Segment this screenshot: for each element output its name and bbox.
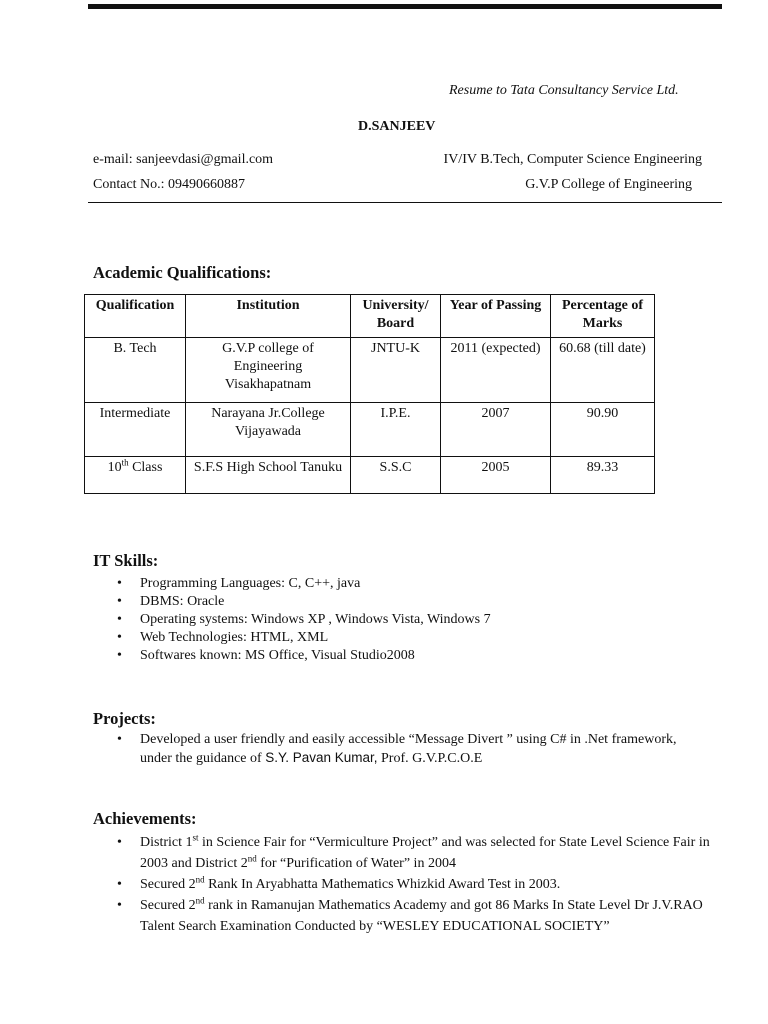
list-item: • DBMS: Oracle: [0, 593, 710, 611]
contact-line: Contact No.: 09490660887: [93, 177, 246, 192]
column-header: Percentage of Marks: [551, 295, 655, 338]
board-cell: I.P.E.: [351, 403, 441, 457]
college-line: G.V.P College of Engineering: [525, 177, 692, 192]
projects-title: Projects:: [93, 709, 156, 728]
qualification-cell: Intermediate: [85, 403, 186, 457]
list-item: • Secured 2nd Rank In Aryabhatta Mathematics Whizkid Award Test in 2003.: [0, 874, 710, 895]
marks-cell: 90.90: [551, 403, 655, 457]
table-row: [85, 457, 655, 494]
board-cell: S.S.C: [351, 457, 441, 494]
email-line: e-mail: sanjeevdasi@gmail.com: [93, 152, 274, 167]
table-row: [85, 403, 655, 457]
year-cell: 2005: [441, 457, 551, 494]
year-cell: 2011 (expected): [441, 338, 551, 403]
achievements-list: [0, 832, 710, 937]
column-header: Institution: [186, 295, 351, 338]
it-skills-list: [0, 575, 710, 665]
top-rule: [88, 4, 722, 9]
qualification-cell: 10th Class: [85, 457, 186, 494]
board-cell: JNTU-K: [351, 338, 441, 403]
list-item: • Web Technologies: HTML, XML: [0, 629, 710, 647]
institution-cell: G.V.P college of Engineering Visakhapatnam: [186, 338, 351, 403]
academic-title: Academic Qualifications:: [93, 263, 272, 282]
qualification-table: [84, 294, 655, 494]
list-item: • Softwares known: MS Office, Visual Studio2008: [0, 647, 710, 665]
institution-cell: Narayana Jr.College Vijayawada: [186, 403, 351, 457]
column-header: Year of Passing: [441, 295, 551, 338]
addressee-line: Resume to Tata Consultancy Service Ltd.: [449, 83, 679, 98]
year-cell: 2007: [441, 403, 551, 457]
list-item: • Operating systems: Windows XP , Windows Vista, Windows 7: [0, 611, 710, 629]
contact-divider: [88, 202, 722, 203]
projects-list: [0, 731, 710, 768]
table-header-row: [85, 295, 655, 338]
list-item: • Secured 2nd rank in Ramanujan Mathematics Academy and got 86 Marks In State Level Dr J.V.RAO Talent Search Examination Conducted by “WESLEY EDUCATIONAL SOCIETY”: [0, 895, 710, 937]
table-row: [85, 338, 655, 403]
list-item: • Developed a user friendly and easily accessible “Message Divert ” using C# in .Net framework, under the guidance of S.Y. Pavan Kumar, Prof. G.V.P.C.O.E: [0, 731, 710, 768]
institution-cell: S.F.S High School Tanuku: [186, 457, 351, 494]
column-header: Qualification: [85, 295, 186, 338]
it-skills-title: IT Skills:: [93, 551, 159, 570]
marks-cell: 89.33: [551, 457, 655, 494]
course-line: IV/IV B.Tech, Computer Science Engineering: [443, 152, 702, 167]
achievements-title: Achievements:: [93, 809, 197, 828]
candidate-name: D.SANJEEV: [358, 119, 436, 134]
marks-cell: 60.68 (till date): [551, 338, 655, 403]
column-header: University/ Board: [351, 295, 441, 338]
qualification-cell: B. Tech: [85, 338, 186, 403]
list-item: • District 1st in Science Fair for “Vermiculture Project” and was selected for State Level Science Fair in 2003 and District 2nd for “Purification of Water” in 2004: [0, 832, 710, 874]
list-item: • Programming Languages: C, C++, java: [0, 575, 710, 593]
